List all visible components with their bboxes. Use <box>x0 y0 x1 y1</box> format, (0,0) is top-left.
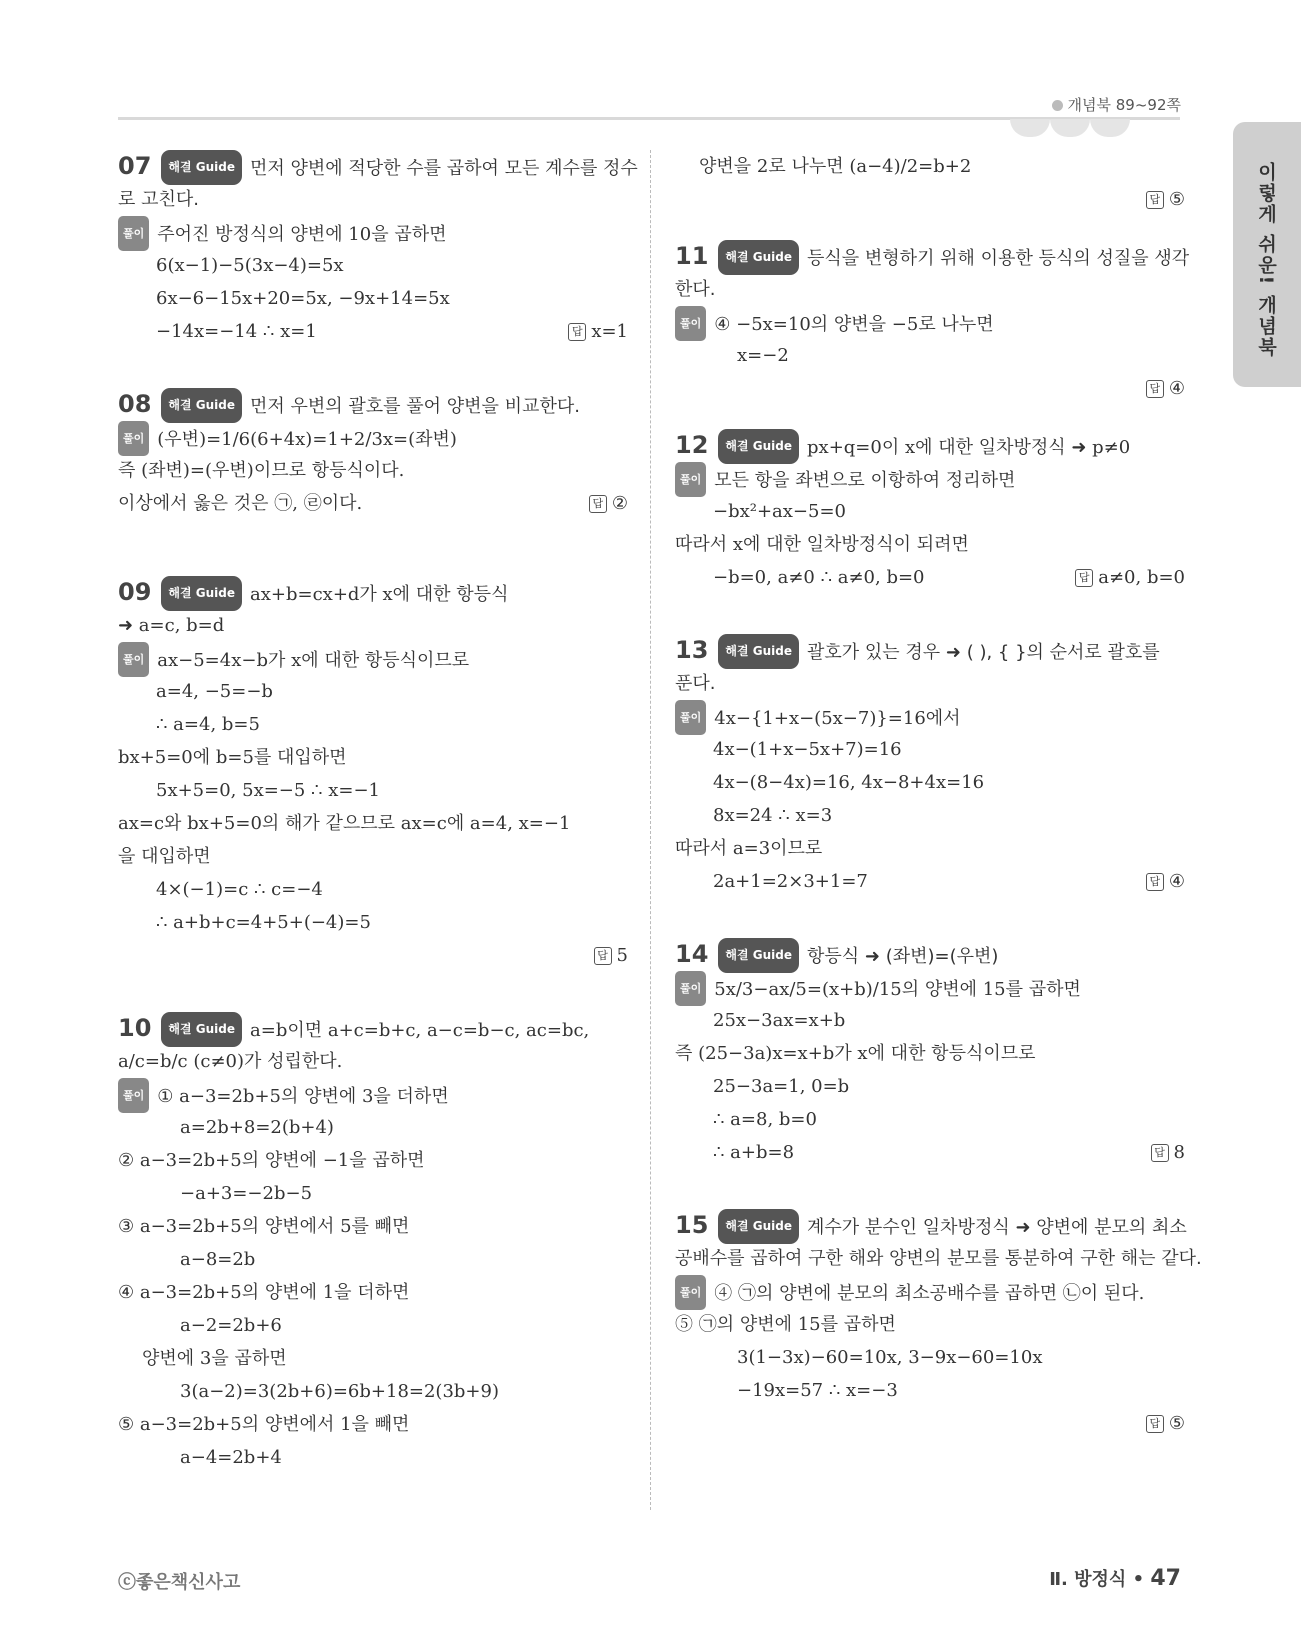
page-footer <box>1049 1565 1181 1591</box>
solution-line: 양변을 2로 나누면 (a−4)/2=b+2 <box>699 156 972 177</box>
guide-text: ax+b=cx+d가 x에 대한 항등식 <box>250 584 509 605</box>
guide-text: 한다. <box>675 279 716 300</box>
solution-line: 6(x−1)−5(3x−4)=5x <box>156 255 344 276</box>
right-column <box>675 150 1202 1440</box>
question-number: 13 <box>675 636 709 664</box>
answer-value: ④ <box>1168 378 1185 399</box>
solution-line: 25−3a=1, 0=b <box>713 1076 850 1097</box>
solution-line: 6x−6−15x+20=5x, −9x+14=5x <box>156 288 450 309</box>
answer-value: ④ <box>1168 871 1185 892</box>
side-tab-label: 이렇게 쉬운! 개념북 <box>1255 162 1277 358</box>
q07-header <box>118 150 638 183</box>
solution-line: (우변)=1/6(6+4x)=1+2/3x=(좌변) <box>157 429 457 450</box>
answer-value: a≠0, b=0 <box>1098 567 1185 588</box>
answer <box>1146 1413 1185 1434</box>
question-number: 09 <box>118 578 152 606</box>
guide-badge: 해결 Guide <box>718 1209 799 1244</box>
solution-line: −b=0, a≠0 ∴ a≠0, b=0 <box>713 567 925 588</box>
solution-line: 주어진 방정식의 양변에 10을 곱하면 <box>157 224 447 245</box>
solution-line: 즉 (25−3a)x=x+b가 x에 대한 항등식이므로 <box>675 1043 1036 1064</box>
guide-badge: 해결 Guide <box>161 388 242 423</box>
guide-text: 먼저 우변의 괄호를 풀어 양변을 비교한다. <box>250 396 580 417</box>
solution-line: −bx²+ax−5=0 <box>713 501 847 522</box>
answer <box>1146 189 1185 210</box>
header-decoration <box>1090 119 1130 137</box>
bullet-icon <box>1052 100 1063 111</box>
header-decoration <box>1010 119 1050 137</box>
guide-text: a=b이면 a+c=b+c, a−c=b−c, ac=bc, <box>250 1020 590 1041</box>
solution-badge: 풀이 <box>675 462 706 497</box>
solution-line: ④ ㉠의 양변에 분모의 최소공배수를 곱하면 ㉡이 된다. <box>714 1283 1145 1304</box>
guide-text: 로 고친다. <box>118 189 199 210</box>
solution-line: x=−2 <box>737 345 789 366</box>
answer-value: ⑤ <box>1168 189 1185 210</box>
solution-line: a−2=2b+6 <box>180 1315 282 1336</box>
header-decoration <box>1050 119 1090 137</box>
solution-line: 따라서 a=3이므로 <box>675 838 823 859</box>
answer-value: ⑤ <box>1168 1413 1185 1434</box>
answer-icon: 답 <box>589 495 607 513</box>
answer-icon: 답 <box>594 947 612 965</box>
guide-text: 등식을 변형하기 위해 이용한 등식의 성질을 생각 <box>807 248 1190 269</box>
answer <box>568 315 628 348</box>
solution-line: a−8=2b <box>180 1249 256 1270</box>
solution-badge: 풀이 <box>675 700 706 735</box>
answer-icon: 답 <box>1146 1415 1164 1433</box>
solution-line: a−4=2b+4 <box>180 1447 282 1468</box>
page-number: 47 <box>1150 1566 1181 1591</box>
solution-line: 을 대입하면 <box>118 846 211 867</box>
solution-line: −19x=57 ∴ x=−3 <box>737 1380 898 1401</box>
solution-line: ④ −5x=10의 양변을 −5로 나누면 <box>714 314 994 335</box>
side-tab <box>1233 122 1301 387</box>
answer-icon: 답 <box>1146 873 1164 891</box>
page-reference-text: 개념북 89~92쪽 <box>1067 96 1181 114</box>
solution-line: 4x−{1+x−(5x−7)}=16에서 <box>714 708 961 729</box>
solution-line: a=4, −5=−b <box>156 681 273 702</box>
guide-badge: 해결 Guide <box>718 938 799 973</box>
solution-line: 즉 (좌변)=(우변)이므로 항등식이다. <box>118 460 405 481</box>
solution-line: ∴ a+b=8 <box>713 1142 795 1163</box>
answer-icon: 답 <box>1146 191 1164 209</box>
solution-line: 따라서 x에 대한 일차방정식이 되려면 <box>675 534 969 555</box>
publisher-logo: ⓒ좋은책신사고 <box>118 1572 241 1593</box>
solution-line: 3(1−3x)−60=10x, 3−9x−60=10x <box>737 1347 1043 1368</box>
guide-text: 계수가 분수인 일차방정식 ➜ 양변에 분모의 최소 <box>807 1217 1187 1238</box>
guide-text: 항등식 ➜ (좌변)=(우변) <box>807 946 999 967</box>
left-column <box>118 150 638 1474</box>
question-number: 10 <box>118 1014 152 1042</box>
solution-badge: 풀이 <box>675 971 706 1006</box>
solution-badge: 풀이 <box>118 642 149 677</box>
solution-line: ③ a−3=2b+5의 양변에서 5를 빼면 <box>118 1216 410 1237</box>
solution-line: ∴ a=4, b=5 <box>156 714 260 735</box>
guide-text: 먼저 양변에 적당한 수를 곱하여 모든 계수를 정수 <box>250 158 638 179</box>
answer <box>1146 865 1185 898</box>
guide-text: a/c=b/c (c≠0)가 성립한다. <box>118 1051 343 1072</box>
answer-value: x=1 <box>591 321 628 342</box>
question-number: 08 <box>118 390 152 418</box>
solution-badge: 풀이 <box>675 1275 706 1310</box>
solution-line: ⑤ a−3=2b+5의 양변에서 1을 빼면 <box>118 1414 410 1435</box>
answer-value: 8 <box>1173 1142 1185 1163</box>
solution-line: 4x−(1+x−5x+7)=16 <box>713 739 902 760</box>
answer-value: ② <box>611 493 628 514</box>
answer-value: 5 <box>616 945 628 966</box>
chapter-label: Ⅱ. 방정식 • <box>1049 1569 1145 1590</box>
answer <box>1075 561 1185 594</box>
solution-badge: 풀이 <box>675 306 706 341</box>
question-number: 12 <box>675 431 709 459</box>
answer-icon: 답 <box>1146 380 1164 398</box>
guide-text: ➜ a=c, b=d <box>118 615 225 636</box>
answer-icon: 답 <box>568 323 586 341</box>
solution-line: 양변에 3을 곱하면 <box>142 1348 287 1369</box>
solution-line: ⑤ ㉠의 양변에 15를 곱하면 <box>675 1314 896 1335</box>
guide-badge: 해결 Guide <box>718 429 799 464</box>
page-reference <box>1052 94 1181 115</box>
answer-icon: 답 <box>1075 569 1093 587</box>
solution-line: a=2b+8=2(b+4) <box>180 1117 334 1138</box>
solution-line: bx+5=0에 b=5를 대입하면 <box>118 747 347 768</box>
guide-badge: 해결 Guide <box>161 150 242 185</box>
solution-line: 2a+1=2×3+1=7 <box>713 871 868 892</box>
solution-line: 5x/3−ax/5=(x+b)/15의 양변에 15를 곱하면 <box>714 979 1081 1000</box>
answer <box>1151 1136 1185 1169</box>
answer <box>589 487 628 520</box>
solution-line: 모든 항을 좌변으로 이항하여 정리하면 <box>714 470 1016 491</box>
question-number: 14 <box>675 940 709 968</box>
column-divider <box>650 150 651 1510</box>
guide-badge: 해결 Guide <box>718 634 799 669</box>
solution-line: 3(a−2)=3(2b+6)=6b+18=2(3b+9) <box>180 1381 499 1402</box>
solution-line: ① a−3=2b+5의 양변에 3을 더하면 <box>157 1086 449 1107</box>
guide-badge: 해결 Guide <box>718 240 799 275</box>
solution-line: ax−5=4x−b가 x에 대한 항등식이므로 <box>157 650 470 671</box>
question-number: 07 <box>118 152 152 180</box>
solution-line: 4x−(8−4x)=16, 4x−8+4x=16 <box>713 772 985 793</box>
solution-line: ④ a−3=2b+5의 양변에 1을 더하면 <box>118 1282 410 1303</box>
question-number: 11 <box>675 242 709 270</box>
solution-line: ∴ a+b+c=4+5+(−4)=5 <box>156 912 371 933</box>
solution-line: ∴ a=8, b=0 <box>713 1109 817 1130</box>
question-number: 15 <box>675 1211 709 1239</box>
answer-icon: 답 <box>1151 1144 1169 1162</box>
solution-line: −14x=−14 ∴ x=1 <box>156 321 317 342</box>
solution-line: 5x+5=0, 5x=−5 ∴ x=−1 <box>156 780 380 801</box>
solution-badge: 풀이 <box>118 421 149 456</box>
guide-text: 괄호가 있는 경우 ➜ ( ), { }의 순서로 괄호를 <box>807 642 1160 663</box>
guide-text: px+q=0이 x에 대한 일차방정식 ➜ p≠0 <box>807 437 1131 458</box>
solution-line: 25x−3ax=x+b <box>713 1010 846 1031</box>
guide-text: 공배수를 곱하여 구한 해와 양변의 분모를 통분하여 구한 해는 같다. <box>675 1248 1202 1269</box>
solution-line: −a+3=−2b−5 <box>180 1183 313 1204</box>
guide-text: 푼다. <box>675 673 716 694</box>
solution-line: 4×(−1)=c ∴ c=−4 <box>156 879 323 900</box>
answer <box>594 945 628 966</box>
guide-badge: 해결 Guide <box>161 576 242 611</box>
guide-badge: 해결 Guide <box>161 1012 242 1047</box>
solution-line: 이상에서 옳은 것은 ㉠, ㉣이다. <box>118 493 363 514</box>
answer <box>1146 378 1185 399</box>
solution-badge: 풀이 <box>118 216 149 251</box>
solution-line: ax=c와 bx+5=0의 해가 같으므로 ax=c에 a=4, x=−1 <box>118 813 571 834</box>
solution-line: ② a−3=2b+5의 양변에 −1을 곱하면 <box>118 1150 425 1171</box>
solution-badge: 풀이 <box>118 1078 149 1113</box>
solution-line: 8x=24 ∴ x=3 <box>713 805 833 826</box>
